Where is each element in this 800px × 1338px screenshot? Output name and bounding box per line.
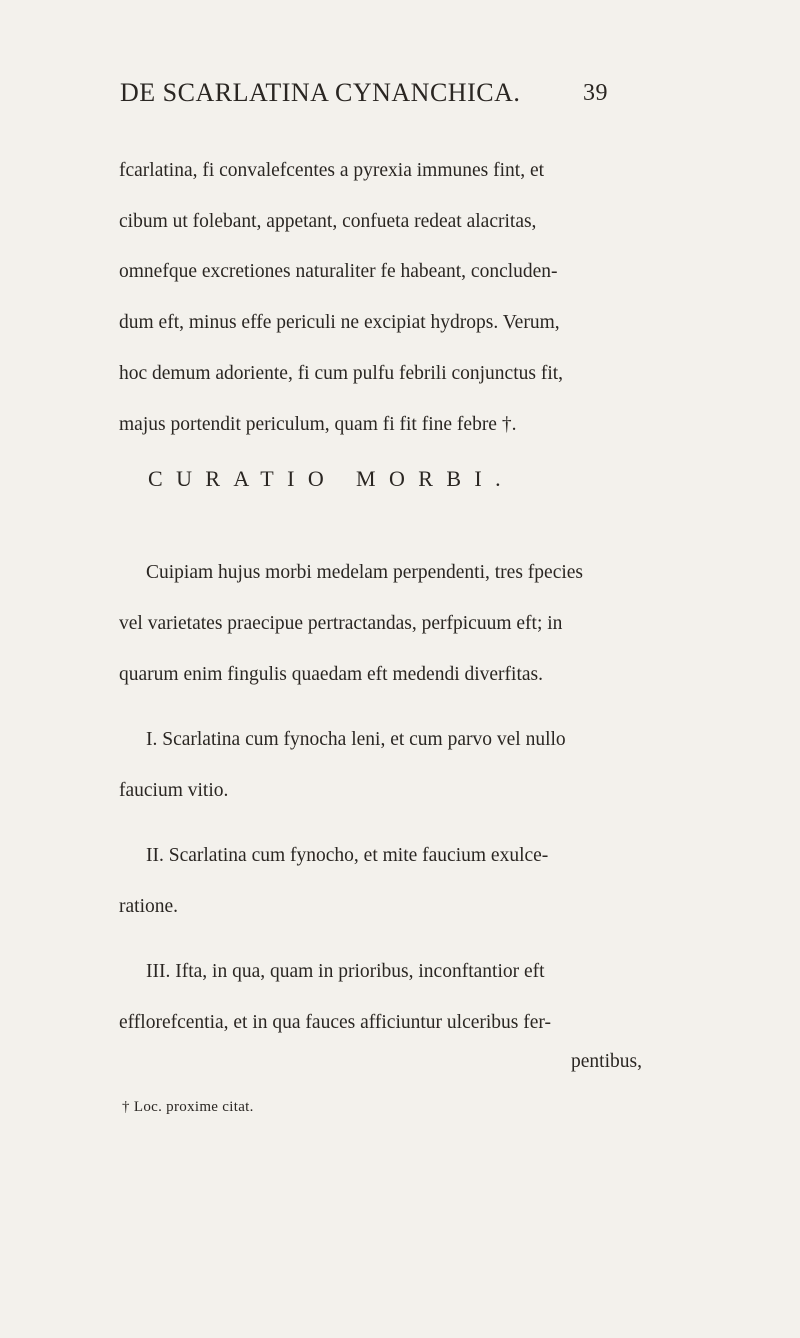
text-line: omnefque excretiones naturaliter fe habeant, concluden-: [119, 261, 558, 282]
text-line: faucium vitio.: [119, 780, 229, 801]
text-line: hoc demum adoriente, fi cum pulfu febrili conjunctus fit,: [119, 363, 564, 384]
section-heading: CURATIO MORBI.: [148, 466, 515, 491]
text-line: ratione.: [119, 896, 179, 917]
text-line: majus portendit periculum, quam fi fit fine febre †.: [119, 414, 517, 435]
text-line: vel varietates praecipue pertractandas, perfpicuum eft; in: [119, 613, 563, 634]
text-line: fcarlatina, fi convalefcentes a pyrexia immunes fint, et: [119, 160, 545, 181]
text-line: dum eft, minus effe periculi ne excipiat hydrops. Verum,: [119, 312, 560, 333]
text-line: II. Scarlatina cum fynocho, et mite faucium exulce-: [146, 845, 549, 866]
text-line: efflorefcentia, et in qua fauces afficiuntur ulceribus fer-: [119, 1012, 552, 1033]
footnote: † Loc. proxime citat.: [122, 1099, 254, 1115]
running-head-title: DE SCARLATINA CYNANCHICA.: [120, 78, 521, 107]
page-number: 39: [583, 80, 608, 106]
catchword: pentibus,: [571, 1051, 642, 1072]
text-line: quarum enim fingulis quaedam eft medendi diverfitas.: [119, 664, 544, 685]
text-line: cibum ut folebant, appetant, confueta redeat alacritas,: [119, 211, 537, 232]
text-line: III. Ifta, in qua, quam in prioribus, inconftantior eft: [146, 961, 545, 982]
text-line: I. Scarlatina cum fynocha leni, et cum parvo vel nullo: [146, 729, 566, 750]
text-line: Cuipiam hujus morbi medelam perpendenti, tres fpecies: [146, 562, 584, 583]
